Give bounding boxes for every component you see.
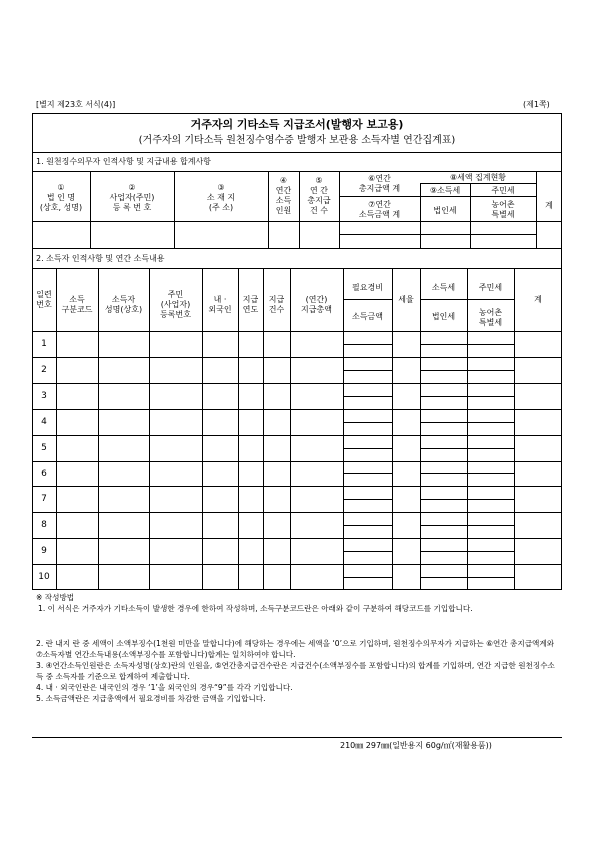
sub-row-divider	[420, 525, 467, 526]
sub-row-divider	[343, 473, 392, 474]
sub-row-divider	[420, 551, 467, 552]
instructions	[36, 592, 562, 704]
row-divider	[32, 486, 562, 487]
row-number: 2	[41, 364, 47, 375]
form-reference: [별지 제23호 서식(4)]	[36, 100, 116, 109]
sub-row-divider	[343, 525, 392, 526]
pay-count-col-header: 지급 건수	[268, 295, 285, 314]
note-4: 4. 내 · 외국인란은 내국인의 경우 ‘1’을 외국인의 경우“9”를 각각 기입합니다.	[36, 683, 293, 692]
row-divider	[32, 383, 562, 384]
row-divider	[32, 461, 562, 462]
sub-row-divider	[467, 448, 514, 449]
reg-no-header: 주민 (사업자) 등록번호	[160, 290, 191, 319]
section1-sub-divider	[420, 234, 470, 235]
note-5: 5. 소득금액란은 지급총액에서 필요경비를 차감한 금액을 기입합니다.	[36, 694, 266, 703]
row-divider	[32, 538, 562, 539]
row-number: 7	[41, 494, 47, 505]
rural-tax-header: 농어촌 특별세	[491, 200, 515, 219]
annual-pay-header: (연간) 지급총액	[301, 295, 332, 314]
resident-tax-header: 주민세	[491, 186, 515, 195]
note-1: 1. 이 서식은 거주자가 기타소득이 발생한 경우에 한하여 작성하며, 소득구분코드란은 아래와 같이 구분하여 해당코드를 기입합니다.	[38, 604, 473, 613]
sub-row-divider	[343, 344, 392, 345]
paper-spec: 210㎜ 297㎜(일반용지 60g/㎡(재활용품))	[340, 741, 492, 750]
sub-row-divider	[467, 370, 514, 371]
nationality-header: 내 · 외국인	[208, 295, 232, 314]
row-number: 6	[41, 468, 47, 479]
row-divider	[32, 435, 562, 436]
necessary-expense-header: 필요경비	[352, 283, 383, 292]
page-number: (제1쪽)	[523, 100, 550, 109]
sub-row-divider	[467, 473, 514, 474]
sub-row-divider	[420, 473, 467, 474]
sub-row-divider	[343, 448, 392, 449]
corp-name-header: ① 법 인 명 (상호, 성명)	[39, 183, 83, 212]
section1-heading: 1. 원천징수의무자 인적사항 및 지급내용 합계사항	[36, 157, 211, 166]
sub-row-divider	[420, 370, 467, 371]
recipients-header: ④ 연간 소득 인원	[275, 176, 292, 215]
section2-heading: 2. 소득자 인적사항 및 연간 소득내용	[36, 254, 165, 263]
row-number: 4	[41, 416, 47, 427]
sub-row-divider	[467, 499, 514, 500]
sub-row-divider	[343, 370, 392, 371]
sub-row-divider	[420, 344, 467, 345]
sub-row-divider	[420, 422, 467, 423]
sub-row-divider	[420, 396, 467, 397]
sub-row-divider	[467, 551, 514, 552]
income-tax-header: ⑨소득세	[429, 186, 461, 195]
row-divider	[32, 512, 562, 513]
income-amount-header: 소득금액	[352, 312, 383, 321]
total-pay-header: ⑥연간 총지급액 계	[358, 174, 401, 193]
pay-year-header: 지급 연도	[242, 295, 259, 314]
income-tax-col-header: 소득세	[431, 283, 456, 292]
section1-sub-divider	[339, 234, 420, 235]
row-divider	[32, 564, 562, 565]
total-col-header: 계	[534, 295, 542, 304]
total-header: 계	[545, 201, 553, 210]
seq-header: 일련 번호	[36, 290, 52, 309]
sub-row-divider	[420, 448, 467, 449]
sub-row-divider	[343, 499, 392, 500]
sub-row-divider	[467, 422, 514, 423]
sub-row-divider	[467, 525, 514, 526]
tax-rate-header: 세율	[398, 295, 414, 304]
form-title: 거주자의 기타소득 지급조서(발행자 보고용)	[190, 118, 404, 131]
tax-status-header: ⑧세액 집계현황	[449, 173, 507, 182]
note-3: 3. ④연간소득인원란은 소득자성명(상호)란의 인원을, ⑤연간총지급건수란은 지급건수(소액부징수를 포함합니다)의 합계를 기입하며, 연간 지급한 원천징수소득 중 소득자를 기준으로 합계하여 제출합니다.	[36, 661, 555, 681]
sub-row-divider	[467, 577, 514, 578]
corp-tax-col-header: 법인세	[431, 312, 456, 321]
rural-tax-col-header: 농어촌 특별세	[478, 308, 503, 327]
row-divider	[32, 409, 562, 410]
sub-row-divider	[343, 577, 392, 578]
bizno-header: ② 사업자(주민) 등 록 번 호	[109, 183, 155, 212]
row-number: 5	[41, 442, 47, 453]
earner-name-header: 소득자 성명(상호)	[104, 295, 143, 314]
sub-row-divider	[420, 499, 467, 500]
total-income-header: ⑦연간 소득금액 계	[358, 200, 401, 219]
row-number: 8	[41, 520, 47, 531]
resident-tax-col-header: 주민세	[478, 283, 503, 292]
sub-row-divider	[343, 396, 392, 397]
section1-sub-divider	[470, 234, 536, 235]
sub-row-divider	[420, 577, 467, 578]
instructions-heading: ※ 작성방법	[36, 593, 75, 602]
sub-row-divider	[467, 344, 514, 345]
income-code-header: 소득 구분코드	[61, 295, 93, 314]
sub-row-divider	[343, 422, 392, 423]
row-number: 10	[38, 572, 50, 583]
sub-row-divider	[343, 551, 392, 552]
sub-row-divider	[467, 396, 514, 397]
row-divider	[32, 357, 562, 358]
form-subtitle: (거주자의 기타소득 원천징수영수증 발행자 보관용 소득자별 연간집계표)	[138, 135, 456, 146]
address-header: ③ 소 재 지 (주 소)	[206, 183, 236, 212]
corp-tax-header: 법인세	[433, 206, 457, 215]
row-number: 3	[41, 390, 47, 401]
row-number: 9	[41, 546, 47, 557]
note-2: 2. 란 내지 란 중 세액이 소액부징수(1천원 미만을 말합니다)에 해당하는 경우에는 세액을 ‘0’으로 기입하며, 원천징수의무자가 지급하는 ⑥연간 총지급액계와 ⑦소득자별 연간소득내용(소액부징수를 포함합니다)합계는 일치하여야 합니다.	[36, 639, 555, 659]
pay-count-header: ⑤ 연 간 총지급 건 수	[307, 176, 331, 215]
row-number: 1	[41, 339, 47, 349]
